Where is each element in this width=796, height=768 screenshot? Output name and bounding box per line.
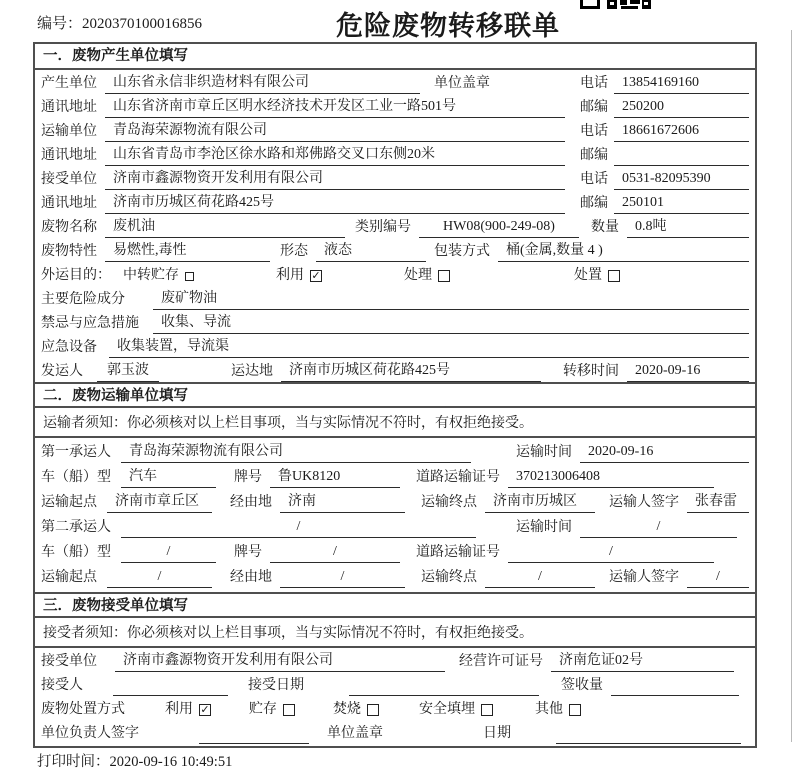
transporter-zip-value [614,147,749,166]
taboo-row [35,310,755,334]
end2-value: / [485,569,595,588]
accept-unit-row [35,648,755,672]
checkbox-disposal-other-icon [569,704,581,716]
route2-row [35,563,755,588]
waste-name-row [35,214,755,238]
phone-label: 电话 [580,76,608,91]
producer-phone-value: 13854169160 [614,75,749,94]
waste-character-row [35,238,755,262]
disposal-store-label: 贮存 [249,702,277,717]
serial-value: 2020370100016856 [82,16,203,32]
section3-title: 三．废物接受单位填写 [35,592,755,618]
vehicle-label: 车（船）型 [41,545,111,560]
date-value [556,725,741,744]
signed-qty-value [611,677,739,696]
equipment-value: 收集装置，导流渠 [109,335,749,358]
checkbox-disposal-store-icon [283,704,295,716]
checkbox-treat-icon [438,270,450,282]
manager-sign-row [35,720,755,744]
producer-zip-value: 250200 [614,99,749,118]
checkbox-dispose-icon [608,270,620,282]
disposal-label: 废物处置方式 [41,702,125,717]
producer-value: 山东省永信非织造材料有限公司 [105,71,420,94]
road-permit-label: 道路运输证号 [416,545,500,560]
plate-label: 牌号 [234,470,262,485]
hazard-row [35,286,755,310]
purpose-option-storage-label: 中转贮存 [123,268,179,283]
receiver-value: 济南市鑫源物资开发利用有限公司 [105,167,565,190]
via-label: 经由地 [230,570,272,585]
shipper-label: 发运人 [41,364,83,379]
address-label: 通讯地址 [41,100,97,115]
waste-name-label: 废物名称 [41,220,97,235]
checkbox-disposal-landfill-icon [481,704,493,716]
road-permit-label: 道路运输证号 [416,470,500,485]
purpose-option-use-label: 利用 [276,268,304,283]
section1-title: 一．废物产生单位填写 [35,44,755,70]
receiver-phone-value: 0531-82095390 [614,171,749,190]
section-transporter [35,382,755,592]
road-permit2-value: / [508,544,714,563]
form-value: 液态 [316,239,426,262]
license-value: 济南危证02号 [551,649,734,672]
shipper-row [35,358,755,382]
packing-label: 包装方式 [434,244,490,259]
transfer-time-label: 转移时间 [563,364,619,379]
page-edge-line [791,30,792,742]
end-label: 运输终点 [421,495,477,510]
origin-label: 运输起点 [41,495,97,510]
packing-value: 桶(金属,数量 4 ) [498,239,749,262]
plate-label: 牌号 [234,545,262,560]
date-label: 日期 [483,726,511,741]
transporter-notice: 运输者须知：你必须核对以上栏目事项，当与实际情况不符时，有权拒绝接受。 [35,408,755,438]
waste-name-value: 废机油 [105,215,345,238]
transporter-address-value: 山东省青岛市李沧区徐水路和郑佛路交叉口东侧20米 [105,143,565,166]
carrier1-value: 青岛海荣源物流有限公司 [121,440,471,463]
vehicle-label: 车（船）型 [41,470,111,485]
transporter-row [35,118,755,142]
carrier-sign2-value: / [687,569,749,588]
via1-value: 济南 [280,490,405,513]
transport-time2-value: / [580,519,737,538]
origin2-value: / [107,569,212,588]
acceptor-value [113,677,228,696]
zip-label: 邮编 [580,100,608,115]
category-label: 类别编号 [355,220,411,235]
acceptor-row [35,672,755,696]
transport-time-label: 运输时间 [516,520,572,535]
producer-label: 产生单位 [41,76,97,91]
accept-date-label: 接受日期 [248,678,304,693]
receiver-row [35,166,755,190]
address-label: 通讯地址 [41,196,97,211]
accept-unit-label: 接受单位 [41,654,97,669]
quantity-label: 数量 [591,220,619,235]
checkbox-disposal-burn-icon [367,704,379,716]
purpose-label: 外运目的： [41,268,111,283]
shipper-value: 郭玉波 [97,359,159,382]
form-label: 形态 [280,244,308,259]
destination-label: 运达地 [231,364,273,379]
plate2-value: / [270,544,400,563]
transporter-value: 青岛海荣源物流有限公司 [105,119,565,142]
manager-sign-label: 单位负责人签字 [41,726,139,741]
producer-address-value: 山东省济南市章丘区明水经济技术开发区工业一路501号 [105,95,565,118]
checkbox-disposal-use-icon: ✓ [200,704,210,716]
carrier-sign-label: 运输人签字 [609,495,679,510]
carrier1-row [35,438,755,463]
section-receiver [35,592,755,746]
receiver-address-row [35,190,755,214]
destination-value: 济南市历城区荷花路425号 [281,359,541,382]
category-value: HW08(900-249-08) [419,219,579,238]
vehicle1-row [35,463,755,488]
serial-label: 编号： [37,16,83,32]
transfer-time-value: 2020-09-16 [627,363,749,382]
road-permit1-value: 370213006408 [508,469,714,488]
plate1-value: 鲁UK8120 [270,465,400,488]
end-label: 运输终点 [421,570,477,585]
checkbox-storage-icon [185,272,194,281]
phone-label: 电话 [580,172,608,187]
taboo-value: 收集、导流 [153,311,749,334]
producer-address-row [35,94,755,118]
accept-date-value [349,677,539,696]
phone-label: 电话 [580,124,608,139]
disposal-landfill-label: 安全填埋 [419,702,475,717]
character-label: 废物特性 [41,244,97,259]
receiver-label: 接受单位 [41,172,97,187]
purpose-row [35,262,755,286]
via2-value: / [280,569,405,588]
disposal-burn-label: 焚烧 [333,702,361,717]
character-value: 易燃性,毒性 [105,239,270,262]
carrier2-row [35,513,755,538]
via-label: 经由地 [230,495,272,510]
hazard-value: 废矿物油 [153,287,749,310]
section2-title: 二．废物运输单位填写 [35,382,755,408]
vehicle2-value: / [121,544,216,563]
carrier-sign1-value: 张春雷 [687,490,749,513]
carrier-sign-label: 运输人签字 [609,570,679,585]
taboo-label: 禁忌与应急措施 [41,316,139,331]
route1-row [35,488,755,513]
print-time-label: 打印时间： [37,754,110,768]
print-time-value: 2020-09-16 10:49:51 [109,754,233,768]
disposal-other-label: 其他 [535,702,563,717]
section-producer [35,44,755,382]
unit-seal-label: 单位盖章 [327,726,383,741]
end1-value: 济南市历城区 [485,490,595,513]
zip-label: 邮编 [580,196,608,211]
carrier2-label: 第二承运人 [41,520,111,535]
manifest-table [33,42,757,748]
carrier2-value: / [121,519,476,538]
receiver-address-value: 济南市历城区荷花路425号 [105,191,565,214]
disposal-use-label: 利用 [165,702,193,717]
origin-label: 运输起点 [41,570,97,585]
purpose-option-treat-label: 处理 [404,268,432,283]
zip-label: 邮编 [580,148,608,163]
quantity-value: 0.8吨 [627,215,749,238]
accept-unit-value: 济南市鑫源物资开发利用有限公司 [115,649,445,672]
receiver-notice: 接受者须知：你必须核对以上栏目事项，当与实际情况不符时，有权拒绝接受。 [35,618,755,648]
transport-time-label: 运输时间 [516,445,572,460]
print-time [37,750,232,768]
receiver-zip-value: 250101 [614,195,749,214]
disposal-row [35,696,755,720]
origin1-value: 济南市章丘区 [107,490,212,513]
transporter-address-row [35,142,755,166]
hazard-label: 主要危险成分 [41,292,125,307]
page-title: 危险废物转移联单 [336,11,560,41]
transport-time1-value: 2020-09-16 [580,444,749,463]
checkbox-use-icon: ✓ [311,270,321,282]
document-header [0,0,796,42]
transporter-phone-value: 18661672606 [614,123,749,142]
address-label: 通讯地址 [41,148,97,163]
equipment-label: 应急设备 [41,340,97,355]
carrier1-label: 第一承运人 [41,445,111,460]
vehicle1-value: 汽车 [121,465,216,488]
transporter-label: 运输单位 [41,124,97,139]
vehicle2-row [35,538,755,563]
manager-sign-value [199,725,309,744]
equipment-row [35,334,755,358]
acceptor-label: 接受人 [41,678,83,693]
producer-row [35,70,755,94]
seal-label: 单位盖章 [434,76,490,91]
serial-number [37,12,202,33]
signed-qty-label: 签收量 [561,678,603,693]
qr-code-fragment-icon [580,0,660,10]
purpose-option-dispose-label: 处置 [574,268,602,283]
license-label: 经营许可证号 [459,654,543,669]
